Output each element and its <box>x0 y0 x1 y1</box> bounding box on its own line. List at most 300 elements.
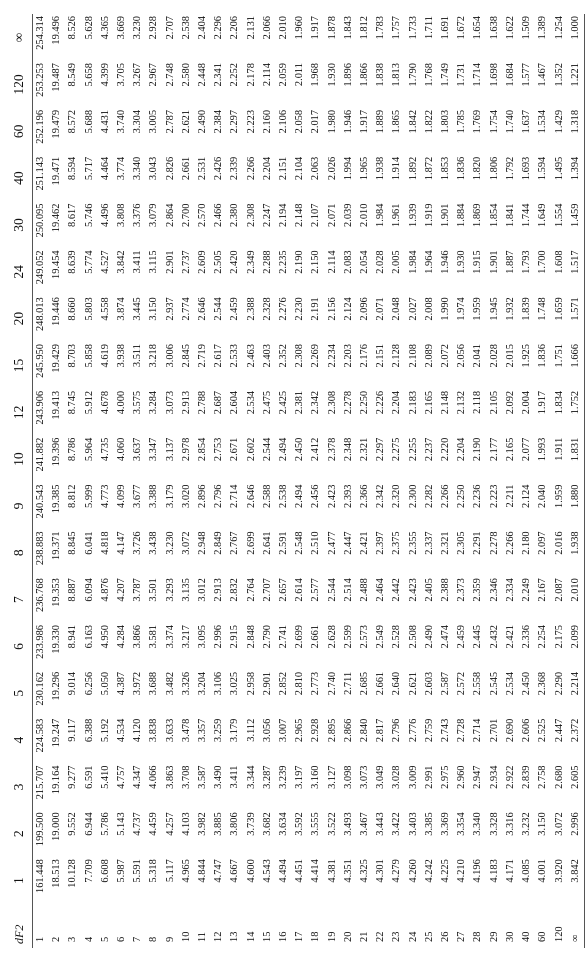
table-cell: 2.787 <box>164 109 176 134</box>
table-cell: 4.735 <box>99 437 111 462</box>
table-cell: 2.753 <box>213 437 225 462</box>
table-cell: 6.608 <box>99 859 111 883</box>
table-cell: 2.928 <box>310 718 322 743</box>
table-cell: 2.767 <box>229 531 241 555</box>
table-cell: 224.583 <box>35 718 46 753</box>
table-cell: 3.740 <box>116 109 128 134</box>
table-cell: 2.183 <box>407 390 419 415</box>
table-cell: 2.063 <box>310 156 322 181</box>
table-cell: 2.211 <box>504 484 516 508</box>
table-cell: 3.137 <box>164 437 176 462</box>
table-cell: 2.603 <box>423 671 435 696</box>
table-row <box>389 14 405 948</box>
table-cell: 2.514 <box>342 578 354 602</box>
table-cell: 2.341 <box>213 63 225 87</box>
table-cell: 3.259 <box>213 718 225 743</box>
table-cell: 2.334 <box>504 578 516 602</box>
table-cell: 4.543 <box>261 859 273 883</box>
table-row <box>163 14 179 948</box>
table-row <box>146 14 162 948</box>
table-cell: 3.726 <box>132 531 144 555</box>
table-cell: 2.587 <box>440 671 452 696</box>
table-cell: 2.124 <box>342 297 354 321</box>
table-cell: 2.058 <box>294 109 306 134</box>
table-cell: 2.226 <box>375 390 387 415</box>
table-cell: 3.688 <box>148 671 160 696</box>
table-cell: 2.237 <box>423 437 435 462</box>
table-cell: 2.107 <box>310 203 322 227</box>
table-cell: 1.822 <box>423 109 435 134</box>
table-cell: 2.097 <box>537 531 549 555</box>
table-cell: 2.290 <box>553 671 565 696</box>
table-cell: 8.526 <box>67 16 79 40</box>
table-cell: 4.242 <box>423 859 435 883</box>
table-cell: 2.591 <box>278 531 290 555</box>
table-cell: 4.747 <box>213 859 225 883</box>
table-cell: 4.225 <box>440 859 452 883</box>
table-row <box>487 14 503 948</box>
table-cell: 1.352 <box>553 63 565 87</box>
table-cell: 1.961 <box>391 203 403 227</box>
table-cell: 1.509 <box>521 16 533 40</box>
row-df-label: 24 <box>407 931 419 942</box>
table-cell: 2.447 <box>342 531 354 555</box>
table-row <box>568 14 585 948</box>
table-body <box>33 14 585 948</box>
table-cell: 2.845 <box>180 344 192 368</box>
table-cell: 1.806 <box>488 156 500 181</box>
table-cell: 5.192 <box>99 718 111 743</box>
row-df-label: 13 <box>229 931 241 942</box>
table-cell: 1.843 <box>342 16 354 40</box>
table-cell: 3.230 <box>132 16 144 40</box>
table-cell: 2.544 <box>326 578 338 602</box>
table-cell: 3.669 <box>116 16 128 40</box>
table-cell: 5.987 <box>116 859 128 883</box>
table-cell: 2.544 <box>213 297 225 321</box>
table-cell: 1.853 <box>440 156 452 181</box>
table-cell: 2.223 <box>245 109 257 134</box>
table-cell: 2.328 <box>261 297 273 321</box>
table-cell: 2.707 <box>164 16 176 40</box>
table-cell: 2.204 <box>391 390 403 415</box>
table-cell: 3.293 <box>164 578 176 602</box>
table-cell: 2.250 <box>456 484 468 508</box>
table-cell: 3.005 <box>148 109 160 134</box>
table-cell: 1.751 <box>553 344 565 368</box>
table-cell: 3.874 <box>116 297 128 321</box>
table-cell: 2.096 <box>359 297 371 321</box>
table-cell: 19.446 <box>51 297 63 326</box>
table-cell: 1.892 <box>407 156 419 181</box>
table-cell: 1.889 <box>375 109 387 134</box>
table-cell: 2.602 <box>245 437 257 462</box>
table-row <box>292 14 308 948</box>
table-cell: 2.832 <box>229 578 241 602</box>
table-cell: 9.277 <box>67 765 79 789</box>
table-cell: 4.381 <box>326 859 338 883</box>
table-row <box>98 14 114 948</box>
table-cell: 2.960 <box>456 765 468 789</box>
table-cell: 2.254 <box>537 625 549 649</box>
table-cell: 2.266 <box>440 484 452 508</box>
table-cell: 2.776 <box>407 718 419 743</box>
table-cell: 2.548 <box>294 531 306 555</box>
column-header: 20 <box>6 295 33 342</box>
table-cell: 2.699 <box>294 625 306 649</box>
table-cell: 3.072 <box>553 812 565 836</box>
row-df-label: 19 <box>326 931 338 942</box>
table-cell: 3.079 <box>148 203 160 227</box>
table-cell: 3.049 <box>375 765 387 789</box>
column-header: 10 <box>6 436 33 483</box>
table-cell: 2.372 <box>568 717 585 764</box>
table-cell: 2.348 <box>342 437 354 462</box>
column-header: 9 <box>6 483 33 530</box>
table-cell: 3.098 <box>342 765 354 789</box>
table-cell: 2.176 <box>359 344 371 368</box>
table-cell: 2.178 <box>245 63 257 87</box>
table-cell: 1.968 <box>310 63 322 87</box>
table-cell: 1.831 <box>568 436 585 483</box>
table-cell: 2.570 <box>197 203 209 227</box>
table-cell: 4.284 <box>116 625 128 649</box>
table-cell: 2.005 <box>391 250 403 274</box>
table-cell: 3.354 <box>456 812 468 836</box>
table-cell: 3.340 <box>132 156 144 181</box>
table-cell: 4.207 <box>116 578 128 602</box>
table-cell: 4.494 <box>278 859 290 883</box>
table-row <box>438 14 454 948</box>
table-cell: 1.803 <box>440 109 452 134</box>
table-cell: 2.010 <box>359 203 371 227</box>
table-cell: 2.266 <box>504 531 516 555</box>
table-row <box>406 14 422 948</box>
table-cell: 2.737 <box>180 250 192 274</box>
table-cell: 2.788 <box>197 390 209 415</box>
table-cell: 4.451 <box>294 859 306 883</box>
table-cell: 3.705 <box>116 63 128 87</box>
table-cell: 2.204 <box>261 156 273 181</box>
column-header: 6 <box>6 623 33 670</box>
table-cell: 4.120 <box>132 718 144 743</box>
table-cell: 5.774 <box>83 250 95 274</box>
table-cell: 2.165 <box>504 437 516 462</box>
table-cell: 3.774 <box>116 156 128 181</box>
table-cell: 9.014 <box>67 671 79 696</box>
table-cell: 2.505 <box>213 250 225 274</box>
table-cell: 5.999 <box>83 484 95 508</box>
table-cell: 2.826 <box>164 156 176 181</box>
table-cell: 1.854 <box>488 203 500 227</box>
table-cell: 2.278 <box>488 531 500 555</box>
table-cell: 1.754 <box>488 109 500 134</box>
table-cell: 6.388 <box>83 718 95 743</box>
table-cell: 2.132 <box>456 390 468 415</box>
table-cell: 2.028 <box>375 250 387 274</box>
table-cell: 2.300 <box>407 484 419 508</box>
table-cell: 3.232 <box>521 812 533 836</box>
table-cell: 3.478 <box>180 718 192 743</box>
table-cell: 2.011 <box>294 63 306 87</box>
table-cell: 4.279 <box>391 859 403 883</box>
table-cell: 2.967 <box>148 63 160 87</box>
table-cell: 4.301 <box>375 859 387 883</box>
column-header: 8 <box>6 529 33 576</box>
table-cell: 2.336 <box>521 625 533 649</box>
table-cell: 3.316 <box>504 812 516 836</box>
table-cell: 3.555 <box>310 812 322 836</box>
table-cell: 3.112 <box>245 718 257 742</box>
table-cell: 252.196 <box>35 109 46 144</box>
table-cell: 1.813 <box>391 63 403 87</box>
table-cell: 1.389 <box>537 16 549 40</box>
table-cell: 2.017 <box>310 109 322 134</box>
table-cell: 3.020 <box>180 484 192 508</box>
table-cell: 3.493 <box>342 812 354 836</box>
table-cell: 2.165 <box>423 390 435 415</box>
table-cell: 2.488 <box>359 578 371 602</box>
table-cell: 3.150 <box>148 297 160 321</box>
table-cell: 2.305 <box>456 531 468 555</box>
table-cell: 3.344 <box>245 765 257 789</box>
table-cell: 1.318 <box>568 108 585 155</box>
table-cell: 1.841 <box>504 203 516 227</box>
table-cell: 6.944 <box>83 812 95 836</box>
column-header: 1 <box>6 857 33 904</box>
table-cell: 2.421 <box>359 531 371 555</box>
table-cell: 1.691 <box>440 16 452 40</box>
table-cell: 2.349 <box>245 250 257 274</box>
table-cell: 3.938 <box>116 344 128 368</box>
table-cell: 8.703 <box>67 344 79 368</box>
table-cell: 3.787 <box>132 578 144 602</box>
table-cell: 2.235 <box>278 250 290 274</box>
table-cell: 2.039 <box>342 203 354 227</box>
row-df-label: 120 <box>553 926 565 942</box>
column-header: 3 <box>6 764 33 811</box>
table-cell: 3.637 <box>132 437 144 462</box>
table-cell: 4.619 <box>99 344 111 368</box>
table-cell: 2.661 <box>310 625 322 649</box>
table-cell: 2.004 <box>521 390 533 415</box>
table-cell: 2.108 <box>407 344 419 368</box>
table-cell: 2.378 <box>326 437 338 462</box>
table-cell: 215.707 <box>35 765 46 800</box>
table-cell: 5.117 <box>164 859 176 883</box>
table-cell: 3.304 <box>132 109 144 134</box>
table-cell: 2.442 <box>391 578 403 602</box>
row-df-label: 4 <box>83 936 95 942</box>
table-cell: 1.467 <box>537 63 549 87</box>
table-cell: 238.883 <box>35 531 46 566</box>
table-cell: 2.352 <box>278 344 290 368</box>
table-cell: 4.667 <box>229 859 241 883</box>
table-cell: 2.114 <box>326 250 338 274</box>
table-cell: 251.143 <box>35 156 46 191</box>
table-cell: 2.901 <box>261 671 273 696</box>
table-row <box>49 14 65 948</box>
table-cell: 2.118 <box>472 390 484 414</box>
table-cell: 2.099 <box>568 623 585 670</box>
table-cell: 1.654 <box>472 16 484 40</box>
table-cell: 4.171 <box>504 859 516 883</box>
table-cell: 1.884 <box>456 203 468 227</box>
table-cell: 1.993 <box>537 437 549 462</box>
row-df-label: 18 <box>310 931 322 942</box>
table-cell: 3.411 <box>229 765 241 789</box>
table-cell: 1.974 <box>456 297 468 321</box>
table-cell: 4.757 <box>116 765 128 789</box>
table-cell: 2.965 <box>294 718 306 743</box>
table-cell: 2.206 <box>229 16 241 40</box>
table-row <box>211 14 227 948</box>
table-cell: 3.677 <box>132 484 144 508</box>
table-cell: 2.269 <box>310 344 322 368</box>
table-cell: 5.688 <box>83 109 95 134</box>
table-cell: 1.637 <box>521 109 533 134</box>
table-cell: 243.906 <box>35 390 46 425</box>
table-header <box>6 14 33 948</box>
table-cell: 3.445 <box>132 297 144 321</box>
table-cell: 3.587 <box>197 765 209 789</box>
table-cell: 1.749 <box>440 63 452 87</box>
table-cell: 236.768 <box>35 578 46 612</box>
table-cell: 2.214 <box>568 670 585 717</box>
table-cell: 3.482 <box>164 671 176 696</box>
table-cell: 2.016 <box>553 531 565 555</box>
table-cell: 3.179 <box>164 484 176 508</box>
table-cell: 1.959 <box>472 297 484 321</box>
table-cell: 1.757 <box>391 16 403 40</box>
table-cell: 2.278 <box>342 390 354 415</box>
table-cell: 2.714 <box>229 484 241 508</box>
table-cell: 2.308 <box>326 390 338 415</box>
table-cell: 2.700 <box>180 203 192 227</box>
table-cell: 1.901 <box>440 203 452 227</box>
table-cell: 2.947 <box>472 765 484 789</box>
table-cell: 3.808 <box>116 203 128 227</box>
table-cell: 3.072 <box>180 531 192 555</box>
row-df-label: ∞ <box>568 904 585 948</box>
table-cell: 2.459 <box>456 625 468 649</box>
table-cell: 4.527 <box>99 250 111 274</box>
table-cell: 2.071 <box>326 203 338 227</box>
table-cell: 3.592 <box>294 812 306 836</box>
table-cell: 2.605 <box>568 764 585 811</box>
table-cell: 3.007 <box>278 718 290 743</box>
table-cell: 4.773 <box>99 484 111 508</box>
table-cell: 6.256 <box>83 671 95 696</box>
table-cell: 6.094 <box>83 578 95 602</box>
table-cell: 1.994 <box>342 156 354 181</box>
table-row <box>454 14 470 948</box>
table-cell: 2.849 <box>213 531 225 555</box>
header-row <box>6 14 33 948</box>
table-cell: 19.479 <box>51 109 63 139</box>
table-cell: 2.321 <box>359 437 371 462</box>
table-cell: 19.429 <box>51 344 63 373</box>
table-cell: 2.445 <box>472 625 484 649</box>
table-cell: 2.796 <box>213 484 225 508</box>
table-cell: 2.432 <box>488 625 500 649</box>
table-cell: 1.901 <box>488 250 500 274</box>
table-cell: 3.095 <box>197 625 209 649</box>
table-cell: 1.880 <box>568 483 585 530</box>
column-header: 12 <box>6 389 33 436</box>
table-cell: 2.701 <box>488 718 500 743</box>
table-cell: 3.522 <box>326 812 338 836</box>
table-cell: 2.544 <box>261 437 273 462</box>
table-cell: 2.404 <box>197 16 209 40</box>
table-cell: 1.914 <box>391 156 403 181</box>
column-header: 120 <box>6 61 33 108</box>
table-cell: 2.680 <box>553 765 565 789</box>
table-cell: 1.915 <box>472 250 484 274</box>
table-cell: 3.056 <box>261 718 273 743</box>
row-label-header: dF2 <box>6 904 33 948</box>
table-cell: 1.834 <box>553 390 565 415</box>
table-cell: 2.151 <box>278 156 290 181</box>
table-cell: 2.247 <box>261 203 273 227</box>
table-cell: 2.255 <box>407 437 419 462</box>
table-cell: 4.066 <box>148 765 160 789</box>
table-cell: 2.252 <box>229 63 241 87</box>
table-cell: 4.210 <box>456 859 468 883</box>
table-cell: 2.412 <box>310 437 322 462</box>
table-cell: 1.534 <box>537 109 549 134</box>
table-cell: 19.454 <box>51 250 63 279</box>
table-cell: 8.845 <box>67 531 79 555</box>
table-cell: 2.707 <box>261 578 273 602</box>
table-cell: 3.581 <box>148 625 160 649</box>
table-cell: 4.060 <box>116 437 128 462</box>
table-cell: 3.443 <box>375 812 387 836</box>
table-cell: 1.836 <box>456 156 468 181</box>
table-cell: 2.991 <box>423 765 435 789</box>
table-cell: 1.768 <box>423 63 435 87</box>
table-cell: 2.220 <box>440 437 452 462</box>
table-cell: 2.373 <box>456 578 468 602</box>
table-cell: 1.221 <box>568 61 585 108</box>
table-cell: 2.288 <box>261 250 273 274</box>
table-cell: 2.913 <box>180 390 192 415</box>
table-cell: 2.510 <box>310 531 322 555</box>
table-cell: 2.083 <box>342 250 354 274</box>
table-row <box>325 14 341 948</box>
table-cell: 4.600 <box>245 859 257 883</box>
row-df-label: 7 <box>132 936 144 942</box>
table-cell: 1.917 <box>359 109 371 134</box>
table-cell: 2.577 <box>310 578 322 602</box>
table-cell: 8.745 <box>67 390 79 415</box>
table-cell: 3.218 <box>148 344 160 368</box>
table-cell: 2.671 <box>229 437 241 462</box>
table-cell: 1.608 <box>553 250 565 274</box>
table-cell: 1.896 <box>342 63 354 87</box>
table-row <box>244 14 260 948</box>
table-cell: 2.839 <box>521 765 533 789</box>
table-cell: 4.414 <box>310 859 322 883</box>
table-cell: 2.538 <box>180 16 192 40</box>
table-cell: 4.085 <box>521 859 533 883</box>
table-cell: 2.758 <box>537 765 549 789</box>
table-cell: 3.501 <box>148 578 160 602</box>
table-cell: 1.783 <box>375 16 387 40</box>
table-cell: 3.179 <box>229 718 241 743</box>
table-cell: 2.380 <box>229 203 241 227</box>
table-cell: 2.606 <box>521 718 533 743</box>
